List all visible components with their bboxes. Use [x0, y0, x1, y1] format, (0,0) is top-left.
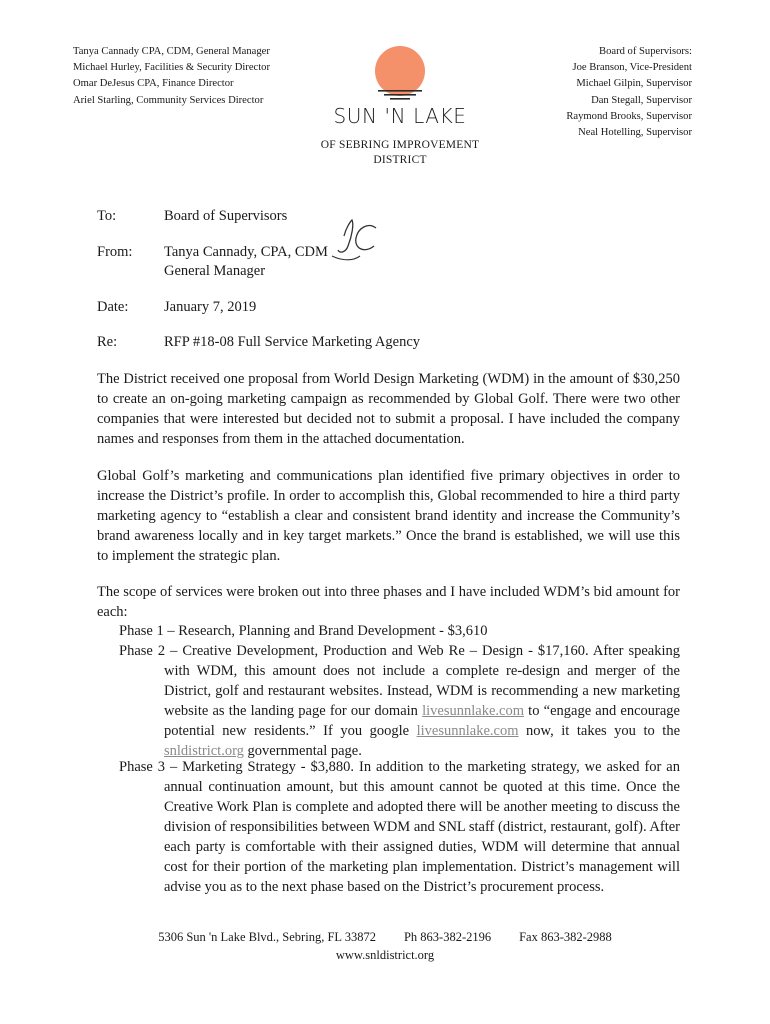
board-member: Dan Stegall, Supervisor	[591, 94, 692, 106]
staff-item: Michael Hurley, Facilities & Security Director	[73, 62, 271, 74]
board-heading: Board of Supervisors:	[599, 46, 692, 57]
phase-2-text: now, it takes you to the	[518, 723, 681, 739]
signature-initials	[330, 216, 388, 266]
staff-list	[73, 44, 270, 109]
board-list	[566, 44, 692, 141]
phase-3: Phase 3 – Marketing Strategy - $3,880. In addition to the marketing strategy, we asked for an annual continuation amount, but this amount cannot be quoted at this time. Once the Creative Work Plan is complete and adopted there will be another meeting to discuss the division of responsibilities between WDM and SNL staff (district, restaurant, golf). After each party is comfortable with their assigned duties, WDM will determine that annual cost for their portion of the marketing plan implementation. District’s management will advise you as to the next phase based on the District’s procurement process.	[119, 759, 680, 895]
snldistrict-link[interactable]: snldistrict.org	[164, 743, 244, 759]
livesunnlake-link[interactable]: livesunnlake.com	[422, 703, 524, 719]
re-label: Re:	[97, 334, 118, 350]
from-title: General Manager	[164, 263, 266, 279]
footer-address: 5306 Sun 'n Lake Blvd., Sebring, FL 33872	[158, 930, 376, 944]
logo-subtitle-line: DISTRICT	[373, 154, 427, 166]
livesunnlake-link[interactable]: livesunnlake.com	[416, 723, 519, 739]
board-member: Neal Hotelling, Supervisor	[578, 127, 692, 139]
logo-name: SUN 'N LAKE	[333, 104, 467, 128]
paragraph-text: The District received one proposal from World Design Marketing (WDM) in the amount of $30,250 to create an on-going marketing campaign as recommended by Global Golf. There were two other companies that were interested but decided not to submit a proposal. I have included the company names and responses from them in the attached documentation.	[97, 371, 680, 447]
board-member: Joe Branson, Vice-President	[572, 62, 692, 74]
footer-fax: Fax 863-382-2988	[519, 930, 612, 944]
staff-item: Tanya Cannady CPA, CDM, General Manager	[73, 46, 270, 57]
date-value: January 7, 2019	[164, 299, 257, 315]
to-value: Board of Supervisors	[164, 208, 288, 224]
phase-2-text: to “engage and encourage potential new residents.” If you google	[164, 703, 680, 739]
footer	[0, 928, 770, 964]
from-value: Tanya Cannady, CPA, CDM	[164, 244, 328, 260]
footer-phone: Ph 863-382-2196	[403, 930, 492, 944]
paragraph-1	[97, 369, 680, 449]
paragraph-3	[97, 582, 680, 622]
footer-website: www.snldistrict.org	[335, 948, 435, 962]
footer-contact	[0, 928, 770, 946]
phase-2-text: governmental page.	[243, 743, 362, 759]
paragraph-2	[97, 466, 680, 566]
logo-subtitle-line: OF SEBRING IMPROVEMENT	[320, 139, 480, 151]
date-label: Date:	[97, 299, 129, 315]
paragraph-text: Global Golf’s marketing and communications plan identified five primary objectives in order to increase the District’s profile. In order to accomplish this, Global recommended to hire a third party marketing agency to “establish a clear and consistent brand identity and increase the Community’s brand awareness locally and in key target markets.” Once the brand is established, we will use this to implement the strategic plan.	[97, 468, 680, 564]
re-value: RFP #18-08 Full Service Marketing Agency	[164, 334, 421, 350]
staff-item: Omar DeJesus CPA, Finance Director	[73, 78, 234, 90]
phase-2-text: Phase 2 – Creative Development, Production and Web Re – Design - $17,160. After speaking with WDM, this amount does not include a complete re-design and merger of the District, golf and restaurant websites. Instead, WDM is recommending a new marketing website as the landing page for our domain	[119, 643, 680, 719]
board-member: Raymond Brooks, Supervisor	[566, 110, 692, 122]
board-member: Michael Gilpin, Supervisor	[576, 78, 692, 90]
district-logo	[300, 46, 500, 168]
to-label: To:	[97, 208, 117, 224]
phase-1: Phase 1 – Research, Planning and Brand Development - $3,610	[119, 623, 488, 639]
phase-2	[119, 641, 680, 761]
sun-icon	[368, 46, 432, 100]
staff-item: Ariel Starling, Community Services Director	[73, 94, 264, 106]
from-label: From:	[97, 244, 133, 260]
paragraph-text: The scope of services were broken out into three phases and I have included WDM’s bid amount for each:	[97, 584, 680, 620]
logo-subtitle	[300, 138, 500, 168]
